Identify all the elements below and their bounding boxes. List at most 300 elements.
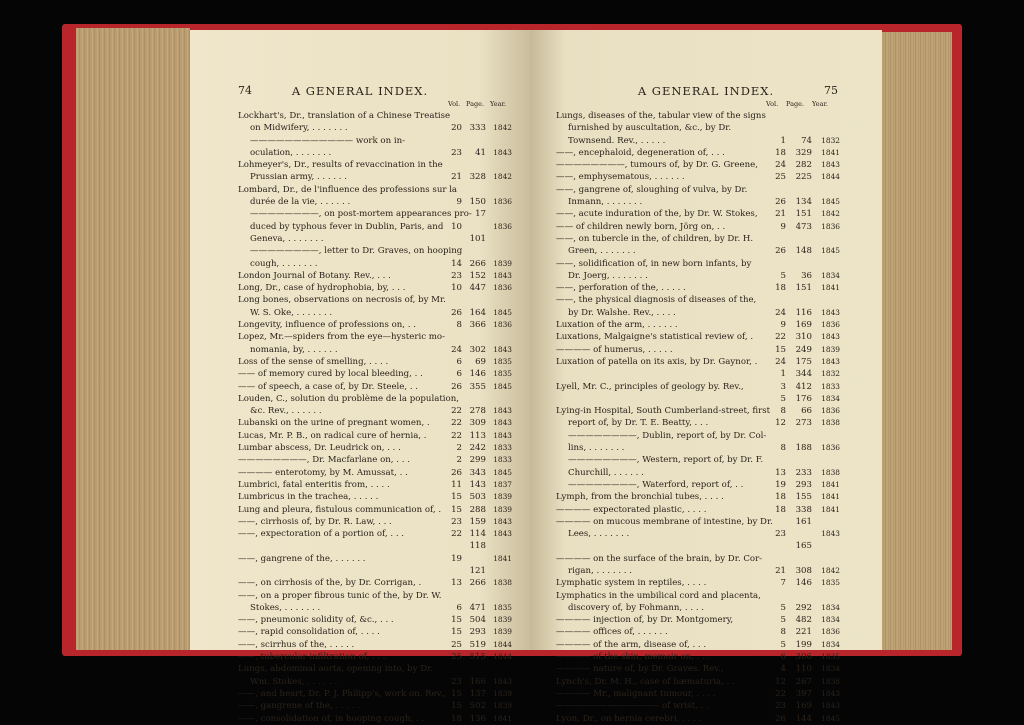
entry-year: 1834 [821,602,840,612]
entry-volume: 13 [451,578,462,589]
entry-text: Lying-in Hospital, South Cumberland-street, first [556,406,771,417]
entry-year: 1845 [493,381,512,391]
entry-volume: 5 [780,393,786,404]
entry-year: 1836 [493,320,512,330]
entry-page: 267 [795,676,812,687]
entry-volume: 15 [451,688,462,699]
entry-year: 1843 [821,160,840,170]
entry-year: 1843 [821,701,840,711]
entry-year: 1844 [493,652,512,662]
entry-text: —— of memory cured by local bleeding, . . [238,369,423,380]
entry-volume: 8 [780,406,786,417]
entry-text: Lungs, diseases of the, tabular view of the signs [556,111,766,121]
entry-page: 101 [469,233,486,244]
entry-volume: 6 [456,602,462,613]
entry-page: 110 [795,664,812,675]
entry-volume: 15 [451,504,462,515]
entry-page: 309 [469,418,486,429]
entry-volume: 24 [775,307,786,318]
entry-page: 137 [469,688,486,699]
entry-page: 242 [469,443,486,454]
running-title: A GENERAL INDEX. [637,84,775,98]
entry-year: 1839 [493,688,512,698]
entry-year: 1843 [493,529,512,539]
entry-page: 366 [469,320,486,331]
entry-year: 1843 [493,344,512,354]
entry-volume: 23 [451,676,462,687]
entry-year: 1841 [821,492,840,502]
entry-text: ——, on tubercle in the, of children, by Dr. H. [556,233,754,244]
entry-page: 328 [469,172,486,183]
entry-text: Lynch's, Dr. M. H., case of hæmaturia, . . [556,676,735,687]
entry-volume: 25 [451,639,462,650]
entry-text: ————————, on post-mortem appearances pro- [250,209,472,220]
entry-volume: 2 [456,443,462,454]
entry-volume: 15 [775,344,786,355]
entry-volume: 10 [451,221,462,232]
entry-text: ——, gangrene of the, . . . . . [238,701,361,712]
entry-text: Lucas, Mr. P. B., on radical cure of hernia, . [238,430,427,441]
entry-year: 1835 [821,652,840,662]
entry-volume: 10 [451,283,462,294]
entry-volume: 5 [780,639,786,650]
entry-text: Churchill, . . . . . . [568,467,644,478]
entry-volume: 26 [775,246,786,257]
entry-page: 249 [795,344,812,355]
entry-volume: 15 [451,615,462,626]
entry-volume: 22 [775,688,786,699]
entry-year: 1836 [821,443,840,453]
entry-page: 175 [795,356,812,367]
entry-text: ——, the physical diagnosis of diseases of the, [556,295,757,306]
entry-page: 188 [795,443,812,454]
entry-text: ——, gangrene of the, . . . . . . [238,553,366,564]
entry-year: 1842 [493,172,512,182]
entry-text: duced by typhous fever in Dublin, Paris, and [250,221,444,232]
entry-text: ——, emphysematous, . . . . . . [556,172,685,183]
entry-text: ———— on mucous membrane of intestine, by Dr. [556,516,773,527]
entry-text: ————————, Dr. Macfarlane on, . . . [238,455,410,466]
entry-volume: 26 [451,307,462,318]
entry-page: 397 [795,688,812,699]
entry-volume: 9 [780,320,786,331]
entry-page: 74 [801,135,812,146]
entry-page: 143 [469,479,486,490]
entry-year: 1842 [493,123,512,133]
entry-volume: 4 [780,664,786,675]
entry-page: 155 [795,492,812,503]
entry-year: 1845 [821,713,840,723]
page-number: 74 [238,84,252,97]
entry-volume: 1 [780,135,786,146]
entry-page: 116 [795,307,812,318]
entry-page: 199 [795,639,812,650]
entry-volume: 26 [775,713,786,724]
entry-text: Lees, . . . . . . . [568,529,630,540]
running-title: A GENERAL INDEX. [291,84,429,98]
entry-page: 504 [469,615,486,626]
entry-text: Geneva, . . . . . . . [250,233,324,244]
entry-year: 1834 [821,664,840,674]
col-page: Page. [786,100,805,108]
entry-page: 282 [795,160,812,171]
entry-year: 1837 [493,479,512,489]
entry-page: 164 [469,307,486,318]
entry-text: Stokes, . . . . . . . [250,602,321,613]
entry-page: 221 [795,627,812,638]
entry-text: ——, cirrhosis of, by Dr. R. Law, . . . [238,516,392,527]
entry-page: 144 [795,713,812,724]
entry-page: 165 [795,541,812,552]
entry-text: ————————, letter to Dr. Graves, on hooping [250,246,463,257]
entry-volume: 26 [451,381,462,392]
entry-page: 306 [795,652,812,663]
entry-page: 169 [795,701,812,712]
entry-text: ———— offices of, . . . . . . [556,627,668,638]
entry-page: 225 [795,172,812,183]
entry-volume: 25 [451,652,462,663]
entry-text: Lung and pleura, fistulous communication of, . [238,504,442,515]
entry-volume: 21 [775,209,786,220]
entry-text: ——, rapid consolidation of, . . . . [238,627,380,638]
entry-text: ———————————— of wrist, . . [556,701,709,712]
entry-page: 118 [469,541,486,552]
entry-text: ———— enterotomy, by M. Amussat, . . [238,467,408,478]
entry-page: 66 [801,406,812,417]
entry-page: 278 [469,406,486,417]
entry-text: ——, encephaloid, degeneration of, . . . [556,147,725,158]
entry-text: London Journal of Botany. Rev., . . . [238,270,391,281]
entry-text: ———— expectorated plastic, . . . . [556,504,707,515]
entry-text: rigan, . . . . . . . [568,565,632,576]
entry-text: ————————, Dublin, report of, by Dr. Col- [568,430,767,441]
entry-volume: 24 [775,356,786,367]
entry-volume: 18 [775,147,786,158]
entry-year: 1834 [821,270,840,280]
entry-volume: 20 [451,123,462,134]
entry-text: durée de la vie, . . . . . . [250,197,351,208]
entry-page: 150 [469,197,486,208]
entry-page: 447 [469,283,486,294]
entry-page: 69 [475,356,486,367]
entry-text: nomania, by, . . . . . . [250,344,338,355]
col-vol: Vol. [766,100,779,108]
entry-year: 1845 [493,467,512,477]
entry-year: 1832 [821,135,840,145]
entry-year: 1843 [493,406,512,416]
entry-text: Long, Dr., case of hydrophobia, by, . . . [238,283,406,294]
entry-text: Wm. Stokes, . . . . . . [250,676,338,687]
entry-text: Lymph, from the bronchial tubes, . . . . [556,492,724,503]
entry-page: 166 [469,676,486,687]
entry-page: 161 [795,516,812,527]
entry-text: Lohmeyer's, Dr., results of revaccination in the [238,160,443,171]
entry-year: 1839 [493,615,512,625]
entry-year: 1836 [821,320,840,330]
entry-page: 502 [469,701,486,712]
entry-text: ———— on the surface of the brain, by Dr. Cor- [556,553,763,564]
entry-year: 1845 [821,246,840,256]
entry-year: 1845 [821,197,840,207]
col-page: Page. [466,100,485,108]
page-number: 75 [824,84,838,97]
entry-text: ————————, Western, report of, by Dr. F. [568,455,764,466]
entry-text: ——, tubercular infiltration of, . . . [238,652,386,663]
entry-year: 1838 [821,467,840,477]
entry-volume: 12 [775,676,786,687]
entry-page: 355 [469,381,486,392]
entry-page: 169 [795,320,812,331]
entry-text: ———————————— work on in- [250,135,406,146]
entry-text: Dr. Joerg, . . . . . . . [568,270,648,281]
entry-text: ———— of the arm, disease of, . . . [556,639,707,650]
entry-text: Lyell, Mr. C., principles of geology by. Rev., [556,381,744,392]
entry-text: Lumbrici, fatal enteritis from, . . . . [238,479,390,490]
entry-volume: 15 [451,701,462,712]
entry-page: 308 [795,565,812,576]
entry-text: report of, by Dr. T. E. Beatty, . . . [568,418,709,429]
entry-text: Lumbar abscess, Dr. Leudrick on, . . . [238,443,401,454]
entry-volume: 23 [451,516,462,527]
entry-year: 1839 [493,492,512,502]
entry-volume: 8 [456,320,462,331]
page-edges-right [880,32,952,650]
entry-volume: 21 [775,565,786,576]
entry-page: 176 [795,393,812,404]
entry-text: Luxations, Malgaigne's statistical review of, . [556,332,754,343]
entry-year: 1836 [821,406,840,416]
entry-year: 1845 [493,307,512,317]
entry-year: 1834 [821,615,840,625]
entry-volume: 22 [451,430,462,441]
entry-volume: 21 [451,172,462,183]
entry-volume: 23 [775,701,786,712]
entry-volume: 9 [780,221,786,232]
entry-text: Prussian army, . . . . . . [250,172,347,183]
entry-year: 1841 [821,504,840,514]
entry-text: on Midwifery, . . . . . . . [250,123,348,134]
entry-text: cough, . . . . . . . [250,258,318,269]
entry-volume: 18 [775,504,786,515]
entry-year: 1843 [493,676,512,686]
entry-year: 1836 [493,283,512,293]
entry-year: 1833 [821,381,840,391]
entry-text: ————————, Waterford, report of, . . [568,479,744,490]
entry-volume: 23 [775,529,786,540]
entry-page: 233 [795,467,812,478]
entry-text: W. S. Oke, . . . . . . . [250,307,333,318]
entry-page: 302 [469,344,486,355]
entry-text: Lubanski on the urine of pregnant women, . [238,418,430,429]
entry-volume: 5 [780,270,786,281]
entry-text: oculation, . . . . . . . [250,147,332,158]
entry-page: 146 [795,578,812,589]
entry-volume: 6 [456,356,462,367]
entry-volume: 8 [780,443,786,454]
entry-page: 121 [469,565,486,576]
entry-page: 338 [795,504,812,515]
entry-year: 1838 [821,418,840,428]
entry-year: 1843 [821,356,840,366]
entry-year: 1835 [493,602,512,612]
entry-year: 1835 [493,356,512,366]
entry-text: Lumbricus in the trachea, . . . . . [238,492,379,503]
entry-volume: 23 [451,270,462,281]
entry-volume: 22 [451,418,462,429]
left-page [190,30,530,724]
entry-page: 329 [795,147,812,158]
entry-year: 1839 [493,627,512,637]
entry-year: 1842 [821,565,840,575]
entry-text: ——, solidification of, in new born infants, by [556,258,752,269]
right-page [530,30,882,724]
entry-volume: 14 [451,258,462,269]
entry-text: Lockhart's, Dr., translation of a Chinese Treatise [238,111,451,121]
entry-year: 1841 [493,553,512,563]
entry-year: 1839 [493,701,512,711]
entry-text: ——, consolidation of, in hooping cough, . . [238,713,425,724]
entry-volume: 12 [775,418,786,429]
entry-page: 503 [469,492,486,503]
entry-page: 343 [469,467,486,478]
entry-volume: 3 [780,381,786,392]
entry-volume: 2 [456,455,462,466]
entry-year: 1842 [821,209,840,219]
entry-year: 1841 [821,147,840,157]
entry-volume: 25 [775,172,786,183]
entry-volume: 8 [780,627,786,638]
entry-page: 17 [475,209,486,220]
entry-year: 1834 [821,393,840,403]
entry-year: 1833 [493,455,512,465]
entry-page: 273 [795,418,812,429]
entry-page: 151 [795,283,812,294]
entry-volume: 5 [780,615,786,626]
entry-page: 473 [795,221,812,232]
entry-volume: 19 [775,479,786,490]
entry-page: 113 [469,430,486,441]
entry-text: discovery of, by Fohmann, . . . . [568,602,705,613]
entry-text: ———— of the skin, memoir on, . . . [556,652,711,663]
entry-year: 1836 [493,221,512,231]
entry-year: 1843 [821,332,840,342]
entry-text: Louden, C., solution du problème de la population, [238,393,459,404]
entry-text: Lymphatics in the umbilical cord and placenta, [556,590,761,601]
entry-year: 1833 [493,443,512,453]
entry-year: 1843 [493,270,512,280]
entry-page: 515 [469,652,486,663]
entry-page: 482 [795,615,812,626]
entry-page: 293 [795,479,812,490]
entry-text: ——, on cirrhosis of the, by Dr. Corrigan, . [238,578,422,589]
entry-text: Longevity, influence of professions on, . . [238,320,416,331]
entry-year: 1841 [821,283,840,293]
entry-volume: 11 [451,479,462,490]
entry-year: 1839 [493,504,512,514]
entry-year: 1836 [821,627,840,637]
entry-text: ——, scirrhus of the, . . . . . [238,639,355,650]
entry-volume: 13 [775,467,786,478]
entry-text: ——, expectoration of a portion of, . . . [238,529,405,540]
entry-text: ————————, tumours of, by Dr. G. Greene, [556,160,758,171]
entry-page: 36 [801,270,812,281]
entry-volume: 18 [775,492,786,503]
entry-text: ———— of humerus, . . . . . [556,344,673,355]
entry-volume: 7 [780,578,786,589]
entry-text: Inmann, . . . . . . . [568,197,643,208]
entry-page: 146 [469,369,486,380]
entry-text: Green, . . . . . . . [568,246,636,257]
entry-year: 1838 [821,676,840,686]
entry-text: Lopez, Mr.—spiders from the eye—hysteric mo- [238,332,445,343]
entry-year: 1843 [493,147,512,157]
entry-year: 1843 [821,307,840,317]
entry-page: 333 [469,123,486,134]
entry-text: ——, acute induration of the, by Dr. W. Stokes, [556,209,758,220]
entry-year: 1839 [821,344,840,354]
entry-page: 114 [469,529,486,540]
entry-text: furnished by auscultation, &c., by Dr. [568,123,732,134]
entry-page: 471 [469,602,486,613]
entry-text: ———— Mr., malignant tumour, . . . . [556,688,716,699]
entry-volume: 26 [451,467,462,478]
entry-volume: 22 [775,332,786,343]
entry-page: 344 [795,369,812,380]
entry-page: 148 [795,246,812,257]
entry-year: 1844 [493,639,512,649]
entry-page: 266 [469,578,486,589]
entry-volume: 9 [456,197,462,208]
entry-page: 288 [469,504,486,515]
entry-volume: 6 [456,369,462,380]
entry-volume: 22 [451,406,462,417]
entry-volume: 15 [451,627,462,638]
entry-text: by Dr. Walshe. Rev., . . . . [568,307,676,318]
entry-text: Lombard, Dr., de l'influence des professions sur la [238,184,458,195]
entry-page: 310 [795,332,812,343]
entry-page: 136 [469,713,486,724]
page-header [530,84,882,98]
entry-year: 1834 [821,639,840,649]
entry-page: 293 [469,627,486,638]
entry-year: 1835 [821,578,840,588]
entry-page: 519 [469,639,486,650]
entry-text: ——, perforation of the, . . . . . [556,283,686,294]
entry-page: 41 [475,147,486,158]
entry-volume: 19 [451,553,462,564]
entry-page: 292 [795,602,812,613]
entry-page: 266 [469,258,486,269]
entry-volume: 18 [451,713,462,724]
entry-year: 1836 [821,221,840,231]
entry-year: 1839 [493,258,512,268]
entry-text: ———— nature of, by Dr. Graves. Rev., [556,664,724,675]
entry-page: 134 [795,197,812,208]
entry-text: ——, gangrene of, sloughing of vulva, by Dr. [556,184,748,195]
entry-year: 1835 [493,369,512,379]
entry-text: &c. Rev., . . . . . . [250,406,322,417]
entry-text: lins, . . . . . . . [568,443,625,454]
entry-volume: 15 [451,492,462,503]
entry-page: 159 [469,516,486,527]
entry-text: —— of speech, a case of, by Dr. Steele, . . [238,381,419,392]
entry-volume: 22 [451,529,462,540]
entry-year: 1843 [493,516,512,526]
entry-volume: 1 [780,369,786,380]
entry-volume: 23 [451,147,462,158]
entry-volume: 26 [775,197,786,208]
entry-year: 1843 [821,529,840,539]
